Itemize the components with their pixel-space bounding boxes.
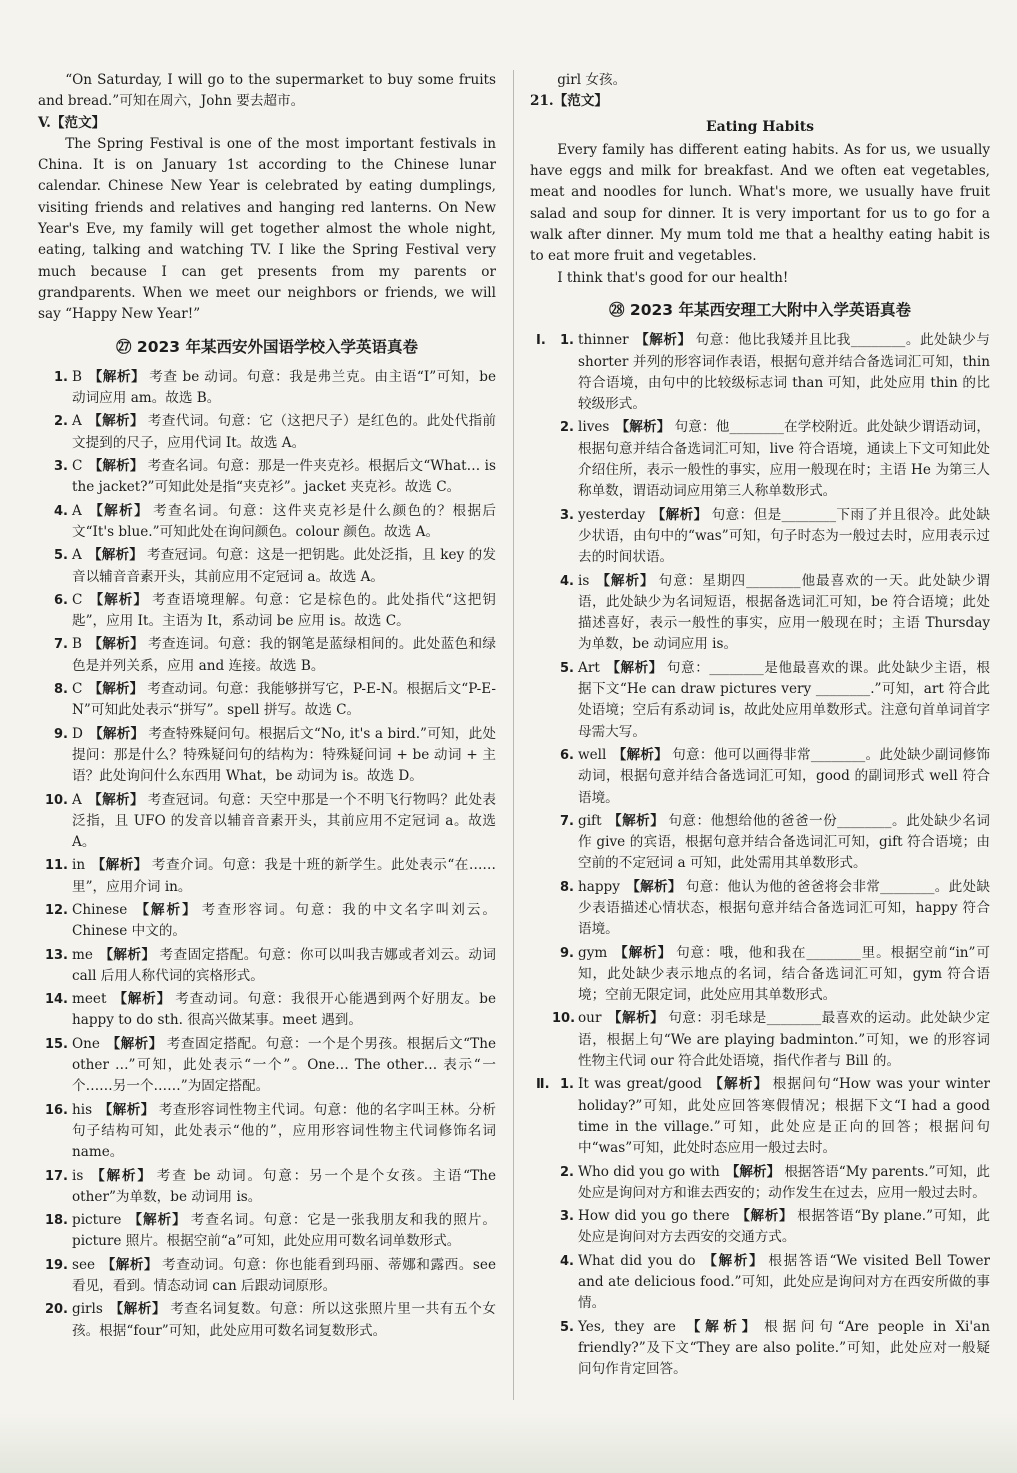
answer-item — [38, 411, 496, 454]
item-number: 1. — [560, 1077, 574, 1093]
item-number: 9. — [54, 726, 68, 742]
item-analysis-tag: 【解析】 — [101, 1256, 159, 1273]
item-answer: his — [72, 1101, 93, 1118]
item-explanation: 考查代词。句意：它（这把尺子）是红色的。此处代指前文提到的尺子，应用代词 It。故选 A。 — [72, 413, 497, 451]
answer-item — [530, 417, 990, 502]
item-number: 18. — [44, 1213, 68, 1229]
item-explanation: 句意：他可以画得非常________。此处缺少副词修饰动词，根据句意并结合备选词汇可知，good 的副词形式 well 符合语境。 — [578, 746, 991, 806]
item-analysis-tag: 【解析】 — [607, 812, 665, 829]
item-analysis-tag: 【解析】 — [105, 1035, 163, 1052]
item-number: 5. — [560, 1319, 574, 1335]
item-explanation: 考查 be 动词。句意：我是弗兰克。由主语“I”可知，be 动词应用 am。故选 B。 — [72, 368, 496, 407]
item-analysis-tag: 【解析】 — [88, 725, 145, 742]
item-number: 10. — [552, 1011, 576, 1027]
item-analysis-tag: 【解析】 — [707, 1076, 769, 1093]
column-divider — [513, 70, 514, 1400]
item-explanation: 句意：他________在学校附近。此处缺少谓语动词，根据句意并结合备选词汇可知，live 符合语境，通读上下文可知此处介绍住所，表示一般性的事实，应用一般现在时；主语 He 为第三人称单数，谓语动词应用第三人称单数形式。 — [578, 419, 991, 500]
part-2-list — [530, 1074, 990, 1380]
answer-item — [530, 505, 990, 569]
item-explanation: 句意：他比我矮并且比我________。此处缺少与 shorter 并列的形容词作表语，根据句意并结合备选词汇可知，thin 符合语境，由句中的比较级标志词 than 可知，此处应用 thin 的比较级形式。 — [578, 332, 991, 413]
answer-item — [38, 501, 496, 544]
item-number: 2. — [54, 414, 68, 430]
answer-item — [38, 1299, 496, 1342]
item-analysis-tag: 【解析】 — [88, 636, 145, 653]
part-roman-numeral: Ⅰ. — [536, 333, 546, 349]
part-1-list — [530, 330, 990, 1072]
item-explanation: 考查冠词。句意：天空中那是一个不明飞行物吗？此处表泛指，且 UFO 的发音以辅音音素开头，其前应用不定冠词 a。故选 A。 — [72, 791, 497, 851]
item-explanation: 句意：他认为他的爸爸将会非常________。此处缺少表语描述心情状态，根据句意并结合备选词汇可知，happy 符合语境。 — [578, 878, 990, 938]
item-answer: in — [72, 857, 86, 874]
answer-item — [38, 1100, 496, 1164]
item-explanation: 考查介词。句意：我是十班的新学生。此处表示“在……里”，应用介词 in。 — [72, 857, 497, 895]
item-answer: A — [72, 547, 82, 564]
item-analysis-tag: 【解析】 — [87, 413, 144, 430]
item-number: 3. — [560, 1209, 574, 1225]
item-explanation: 考查动词。句意：你也能看到玛丽、蒂娜和露西。see 看见，看到。情态动词 can 后跟动词原形。 — [72, 1256, 496, 1295]
answer-item — [38, 1166, 496, 1209]
item-answer: It was great/good — [578, 1076, 702, 1093]
item-analysis-tag: 【解析】 — [98, 946, 156, 963]
item-answer: C — [72, 458, 83, 475]
item-explanation: 句意：羽毛球是________最喜欢的运动。此处缺少定语，根据上句“We are playing badminton.”可知，we 的形容词性物主代词 our 符合此处语境，指代作者与 Bill 的。 — [578, 1010, 991, 1070]
item-answer: Yes, they are — [578, 1318, 676, 1335]
item-number: 8. — [54, 682, 68, 698]
item-answer: lives — [578, 419, 610, 436]
item-explanation: 句意：________是他最喜欢的课。此处缺少主语，根据下文“He can draw pictures very ________.”可知，art 符合此处语境；空后有系动词 is，故此处应用单数形式。注意句首单词首字母需大写。 — [578, 659, 991, 740]
item-number: 5. — [54, 548, 68, 564]
item-explanation: 考查形容词。句意：我的中文名字叫刘云。Chinese 中文的。 — [72, 901, 497, 940]
item-explanation: 句意：星期四________他最喜欢的一天。此处缺少谓语，此处缺少为名词短语，根据备选词汇可知，be 符合语境；此处描述喜好，表示一般性的事实，应用一般现在时；主语 Thursday 为单数，be 动词应用 is。 — [578, 572, 991, 653]
item-number: 20. — [44, 1302, 68, 1318]
exam-title-28: ㉘ 2023 年某西安理工大附中入学英语真卷 — [609, 300, 911, 319]
answer-item — [38, 590, 496, 633]
right-continuation: girl 女孩。 — [557, 72, 627, 88]
item-answer: thinner — [578, 332, 629, 349]
part-roman-numeral: Ⅱ. — [536, 1077, 550, 1093]
answer-item — [38, 900, 496, 943]
left-column — [38, 70, 496, 1344]
item-number: 4. — [560, 1253, 574, 1269]
item-answer: gift — [578, 812, 602, 829]
item-explanation: 考查名词。句意：它是一张我朋友和我的照片。picture 照片。根据空前“a”可知，此处应用可数名词单数形式。 — [72, 1212, 497, 1250]
item-answer: B — [72, 368, 82, 385]
item-analysis-tag: 【解析】 — [88, 591, 149, 608]
item-analysis-tag: 【解析】 — [87, 791, 144, 808]
item-analysis-tag: 【解析】 — [91, 857, 148, 874]
answer-item — [38, 456, 496, 499]
answer-item — [38, 679, 496, 722]
item-explanation: 句意：但是________下雨了并且很冷。此处缺少状语，由句中的“was”可知，句子时态为一般过去时，应用表示过去的时间状语。 — [578, 506, 991, 566]
item-analysis-tag: 【解析】 — [651, 506, 708, 523]
item-analysis-tag: 【解析】 — [88, 458, 144, 475]
item-analysis-tag: 【解析】 — [87, 547, 143, 564]
item-analysis-tag: 【解析】 — [595, 572, 655, 589]
item-analysis-tag: 【解析】 — [133, 901, 198, 918]
answer-item — [530, 1251, 990, 1315]
item-analysis-tag: 【解析】 — [108, 1301, 167, 1318]
item-analysis-tag: 【解析】 — [634, 332, 692, 349]
item-answer: D — [72, 725, 83, 742]
item-answer: happy — [578, 878, 620, 895]
item-number: 13. — [44, 947, 68, 963]
item-number: 4. — [560, 573, 574, 589]
item-answer: yesterday — [578, 506, 646, 523]
item-analysis-tag: 【解析】 — [605, 659, 663, 676]
item-explanation: 考查 be 动词。句意：另一个是个女孩。主语“The other”为单数，be 动词用 is。 — [72, 1167, 496, 1205]
item-number: 6. — [560, 747, 574, 763]
item-number: 1. — [560, 333, 574, 349]
item-explanation: 考查固定搭配。句意：一个是个男孩。根据后文“The other …”可知，此处表示“一个”。One… The other… 表示“一个……另一个……”为固定搭配。 — [72, 1035, 496, 1095]
answer-item — [38, 367, 496, 410]
item-analysis-tag: 【解析】 — [615, 419, 671, 436]
answer-item — [530, 1206, 990, 1249]
item-number: 3. — [54, 459, 68, 475]
item-number: 12. — [44, 902, 68, 918]
answer-item — [38, 989, 496, 1032]
item-analysis-tag: 【解析】 — [112, 991, 172, 1008]
item-explanation: 根据答语“By plane.”可知，此处应是询问对方去西安的交通方式。 — [578, 1208, 990, 1246]
item-explanation: 考查名词。句意：这件夹克衫是什么颜色的？根据后文“It's blue.”可知此处在询问颜色。colour 颜色。故选 A。 — [72, 502, 497, 540]
item-explanation: 考查名词。句意：那是一件夹克衫。根据后文“What… is the jacket?”可知此处是指“夹克衫”。jacket 夹克衫。故选 C。 — [72, 458, 496, 496]
item-explanation: 根据问句“How was your winter holiday?”可知，此处应回答寒假情况；根据下文“I had a good time in the village.”可知，此处应是正向的回答；根据问句中“was”可知，此处时态应用一般过去时。 — [578, 1076, 990, 1157]
item-analysis-tag: 【解析】 — [87, 502, 150, 519]
answer-item — [38, 634, 496, 677]
item-analysis-tag: 【解析】 — [127, 1212, 187, 1229]
item-21-heading: 21.【范文】 — [530, 93, 609, 110]
item-number: 19. — [44, 1257, 68, 1273]
answer-item — [38, 545, 496, 588]
item-explanation: 句意：他想给他的爸爸一份________。此处缺少名词作 give 的宾语，根据句意并结合备选词汇可知，gift 符合语境；由空前的不定冠词 a 可知，此处需用其单数形式。 — [578, 812, 991, 872]
item-number: 7. — [54, 637, 68, 653]
item-explanation: 考查特殊疑问句。根据后文“No, it's a bird.”可知，此处提问：那是什么？特殊疑问句的结构为：特殊疑问词 + be 动词 + 主语？此处询问什么东西用 What，be 动词为 is。故选 D。 — [72, 725, 496, 785]
answer-item — [530, 1162, 990, 1205]
answer-item — [38, 724, 496, 788]
item-answer: well — [578, 746, 607, 763]
item-number: 2. — [560, 1164, 574, 1180]
item-explanation: 考查动词。句意：我能够拼写它，P-E-N。根据后文“P-E-N”可知此处表示“拼写”。spell 拼写。故选 C。 — [72, 681, 497, 719]
answer-item — [530, 1317, 990, 1381]
item-analysis-tag: 【解析】 — [701, 1252, 765, 1269]
item-number: 15. — [44, 1036, 68, 1052]
item-answer: How did you go there — [578, 1208, 730, 1225]
item-answer: One — [72, 1035, 100, 1052]
item-number: 1. — [54, 369, 68, 385]
item-explanation: 考查连词。句意：我的钢笔是蓝绿相间的。此处蓝色和绿色是并列关系，应用 and 连接。故选 B。 — [72, 636, 496, 674]
item-explanation: 根据答语“We visited Bell Tower and ate delicious food.”可知，此处应是询问对方在西安所做的事情。 — [578, 1252, 991, 1312]
left-continuation: “On Saturday, I will go to the supermarket to buy some fruits and bread.”可知在周六，John 要去超市。 — [38, 72, 496, 110]
item-answer: see — [72, 1256, 96, 1273]
item-answer: me — [72, 946, 93, 963]
item-explanation: 考查名词复数。句意：所以这张照片里一共有五个女孩。根据“four”可知，此处应用可数名词复数形式。 — [72, 1301, 497, 1339]
answer-item — [530, 877, 990, 941]
item-number: 16. — [44, 1102, 68, 1118]
item-answer: gym — [578, 944, 608, 961]
answer-item — [38, 1210, 496, 1253]
item-analysis-tag: 【解析】 — [613, 944, 673, 961]
item-answer: is — [72, 1167, 84, 1184]
item-number: 17. — [44, 1168, 68, 1184]
item-analysis-tag: 【解析】 — [88, 368, 146, 385]
item-answer: C — [72, 591, 83, 608]
answer-item — [530, 571, 990, 656]
item-analysis-tag: 【解析】 — [735, 1208, 794, 1225]
item-answer: Chinese — [72, 901, 128, 918]
item-number: 10. — [44, 792, 68, 808]
item-number: 4. — [54, 503, 68, 519]
item-explanation: 考查固定搭配。句意：你可以叫我吉娜或者刘云。动词 call 后用人称代词的宾格形式。 — [72, 946, 497, 984]
item-answer: Art — [578, 659, 600, 676]
item-analysis-tag: 【解析】 — [89, 1167, 153, 1184]
item-answer: is — [578, 572, 590, 589]
answer-item — [530, 330, 990, 415]
item-explanation: 考查语境理解。句意：它是棕色的。此处指代“这把钥匙”，应用 It。主语为 It，系动词 be 应用 is。故选 C。 — [72, 591, 497, 630]
answer-item — [38, 945, 496, 988]
essay-title: Eating Habits — [705, 118, 815, 135]
item-analysis-tag: 【解析】 — [88, 681, 144, 698]
item-analysis-tag: 【解析】 — [725, 1163, 781, 1180]
item-answer: C — [72, 681, 83, 698]
item-analysis-tag: 【解析】 — [98, 1101, 155, 1118]
answer-item — [38, 790, 496, 854]
item-analysis-tag: 【解析】 — [625, 878, 682, 895]
item-answer: Who did you go with — [578, 1163, 720, 1180]
item-explanation: 考查动词。句意：我很开心能遇到两个好朋友。be happy to do sth. 很高兴做某事。meet 遇到。 — [72, 991, 497, 1029]
item-answer: What did you do — [578, 1252, 696, 1269]
answer-item — [530, 745, 990, 809]
section-v-essay: The Spring Festival is one of the most important festivals in China. It is on January 1st according to the Chinese lunar calendar. Chinese New Year is celebrated by eating dumplings, visiting friends and relatives and hanging red lanterns. On New Year's Eve, my family will get together almost the whole night, eating, talking and watching TV. I like the Spring Festival very much because I can get presents from my parents or grandparents. When we meet our neighbors or friends, we will say “Happy New Year!” — [38, 135, 496, 323]
item-answer: meet — [72, 991, 107, 1008]
item-number: 8. — [560, 879, 574, 895]
item-explanation: 考查形容词性物主代词。句意：他的名字叫王林。分析句子结构可知，此处表示“他的”，应用形容词性物主代词修饰名词 name。 — [72, 1101, 497, 1161]
answer-item — [38, 855, 496, 898]
exam-title-27: ㉗ 2023 年某西安外国语学校入学英语真卷 — [116, 337, 418, 356]
item-analysis-tag: 【解析】 — [607, 1010, 665, 1027]
item-number: 14. — [44, 992, 68, 1008]
item-answer: A — [72, 413, 82, 430]
item-number: 7. — [560, 813, 574, 829]
item-answer: our — [578, 1010, 602, 1027]
answer-item — [530, 1008, 990, 1072]
item-answer: picture — [72, 1212, 122, 1229]
answer-item — [38, 1034, 496, 1098]
answer-item — [530, 1074, 990, 1159]
item-number: 2. — [560, 420, 574, 436]
item-explanation: 根据答语“My parents.”可知，此处应是询问对方和谁去西安的；动作发生在过去，应用一般过去时。 — [578, 1163, 991, 1201]
item-number: 9. — [560, 945, 574, 961]
item-number: 5. — [560, 660, 574, 676]
section-v-heading: V.【范文】 — [38, 114, 106, 131]
item-number: 11. — [44, 858, 68, 874]
answer-item — [530, 811, 990, 875]
item-number: 3. — [560, 507, 574, 523]
item-analysis-tag: 【解析】 — [681, 1318, 761, 1335]
item-number: 6. — [54, 592, 68, 608]
item-explanation: 根据问句“Are people in Xi'an friendly?”及下文“They are also polite.”可知，此处应对一般疑问句作肯定回答。 — [578, 1318, 990, 1378]
essay-paragraph-2: I think that's good for our health! — [557, 269, 789, 286]
answer-item — [530, 658, 990, 743]
item-answer: A — [72, 502, 82, 519]
item-answer: girls — [72, 1301, 103, 1318]
page-bottom-shadow — [0, 1413, 1017, 1473]
item-explanation: 句意：哦，他和我在________里。根据空前“in”可知，此处缺少表示地点的名词，结合备选词汇可知，gym 符合语境；空前无限定词，此处应用其单数形式。 — [578, 944, 990, 1004]
right-column — [530, 70, 990, 1383]
item-analysis-tag: 【解析】 — [612, 746, 669, 763]
essay-paragraph-1: Every family has different eating habits. As for us, we usually have eggs and milk for breakfast. And we often eat vegetables, meat and noodles for lunch. What's more, we usually have fruit salad and soup for dinner. It is very important for us to go for a walk after dinner. My mum told me that a healthy eating habit is to eat more fruit and vegetables. — [530, 141, 990, 265]
answer-item — [530, 943, 990, 1007]
left-items-list — [38, 367, 496, 1342]
answer-item — [38, 1255, 496, 1298]
item-answer: B — [72, 636, 82, 653]
item-answer: A — [72, 791, 82, 808]
item-explanation: 考查冠词。句意：这是一把钥匙。此处泛指，且 key 的发音以辅音音素开头，其前应用不定冠词 a。故选 A。 — [72, 547, 496, 585]
